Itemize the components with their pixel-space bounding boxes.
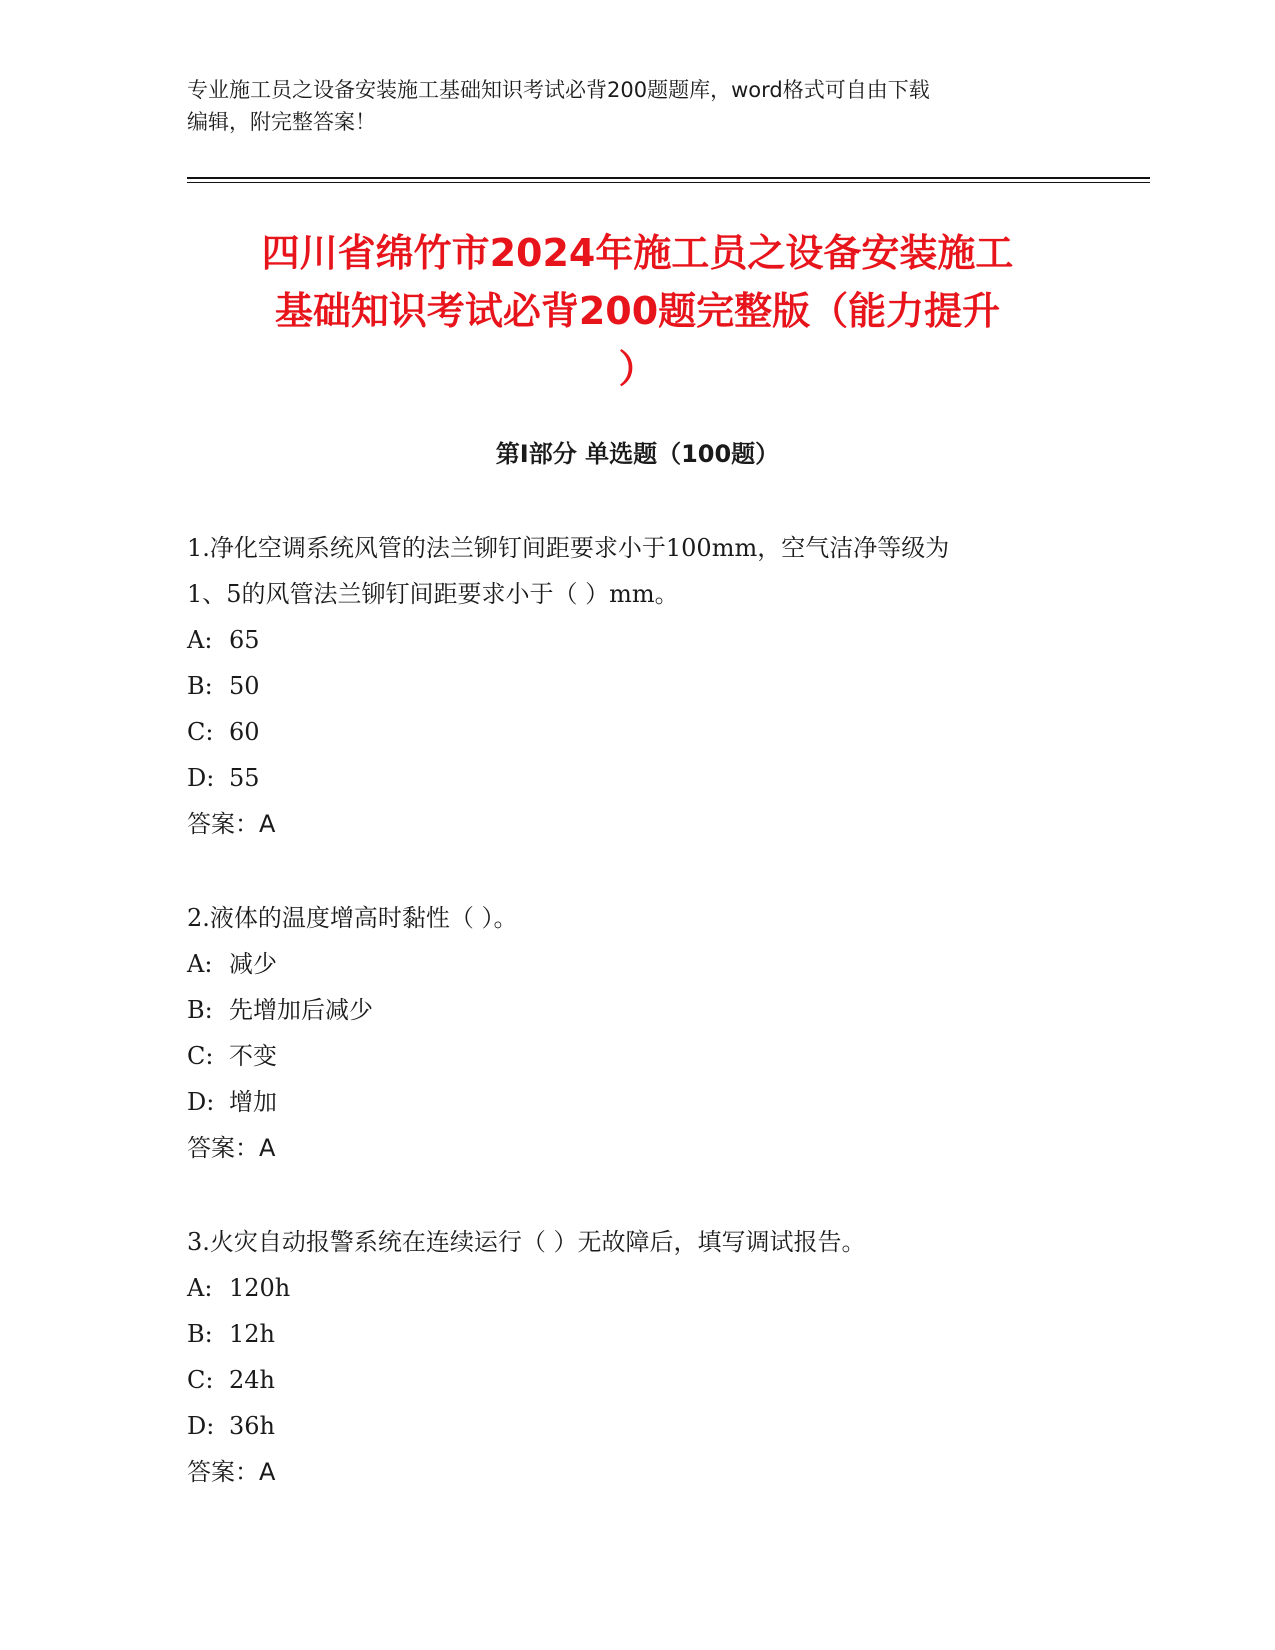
document-title-line-1: 四川省绵竹市2024年施工员之设备安装施工 (261, 231, 1014, 275)
option-letter: D: (187, 1412, 215, 1440)
option-letter: A: (187, 1274, 213, 1302)
section-heading: 第Ⅰ部分 单选题（100题） (495, 440, 780, 468)
option-text: 65 (229, 626, 260, 654)
option-text: 12h (229, 1320, 275, 1348)
question-option (187, 987, 1087, 1033)
question-stem: 3.火灾自动报警系统在连续运行（ ）无故障后，填写调试报告。 (187, 1228, 866, 1256)
header-divider-thick (187, 177, 1150, 179)
question-option (187, 1357, 1087, 1403)
option-letter: C: (187, 1042, 214, 1070)
header-note-line-2: 编辑，附完整答案！ (187, 110, 376, 134)
header-note-line-1: 专业施工员之设备安装施工基础知识考试必背200题题库，word格式可自由下载 (187, 78, 930, 102)
question-option (187, 1079, 1087, 1125)
question-option (187, 1033, 1087, 1079)
document-title-line-2: 基础知识考试必背200题完整版（能力提升 (274, 289, 1001, 333)
option-letter: A: (187, 950, 213, 978)
question-item (187, 895, 1087, 1171)
question-option (187, 941, 1087, 987)
option-text: 120h (229, 1274, 291, 1302)
option-text: 减少 (229, 950, 277, 978)
question-option (187, 1403, 1087, 1449)
question-stem: 2.液体的温度增高时黏性（ ）。 (187, 904, 518, 932)
question-answer: 答案：A (187, 1458, 276, 1486)
option-text: 50 (229, 672, 260, 700)
document-title (170, 224, 1105, 398)
question-stem: 1.净化空调系统风管的法兰铆钉间距要求小于100mm，空气洁净等级为 (187, 534, 950, 562)
option-letter: C: (187, 1366, 214, 1394)
question-option (187, 1311, 1087, 1357)
option-text: 不变 (229, 1042, 277, 1070)
option-text: 60 (229, 718, 260, 746)
option-letter: C: (187, 718, 214, 746)
question-item (187, 1219, 1087, 1495)
option-letter: B: (187, 1320, 213, 1348)
question-option (187, 617, 1087, 663)
question-item (187, 525, 1087, 847)
header-note (187, 74, 1087, 138)
question-answer: 答案：A (187, 1134, 276, 1162)
option-letter: B: (187, 996, 213, 1024)
option-text: 24h (229, 1366, 275, 1394)
question-option (187, 755, 1087, 801)
option-text: 先增加后减少 (229, 996, 373, 1024)
question-option (187, 709, 1087, 755)
option-text: 增加 (229, 1088, 277, 1116)
question-list (187, 525, 1087, 1543)
header-divider-thin (187, 182, 1150, 183)
option-letter: A: (187, 626, 213, 654)
option-text: 36h (229, 1412, 275, 1440)
question-stem-continued: 1、5的风管法兰铆钉间距要求小于（ ）mm。 (187, 580, 679, 608)
option-letter: D: (187, 764, 215, 792)
question-option (187, 663, 1087, 709)
question-option (187, 1265, 1087, 1311)
document-title-line-3: ） (618, 347, 657, 391)
option-letter: B: (187, 672, 213, 700)
option-letter: D: (187, 1088, 215, 1116)
option-text: 55 (229, 764, 260, 792)
question-answer: 答案：A (187, 810, 276, 838)
